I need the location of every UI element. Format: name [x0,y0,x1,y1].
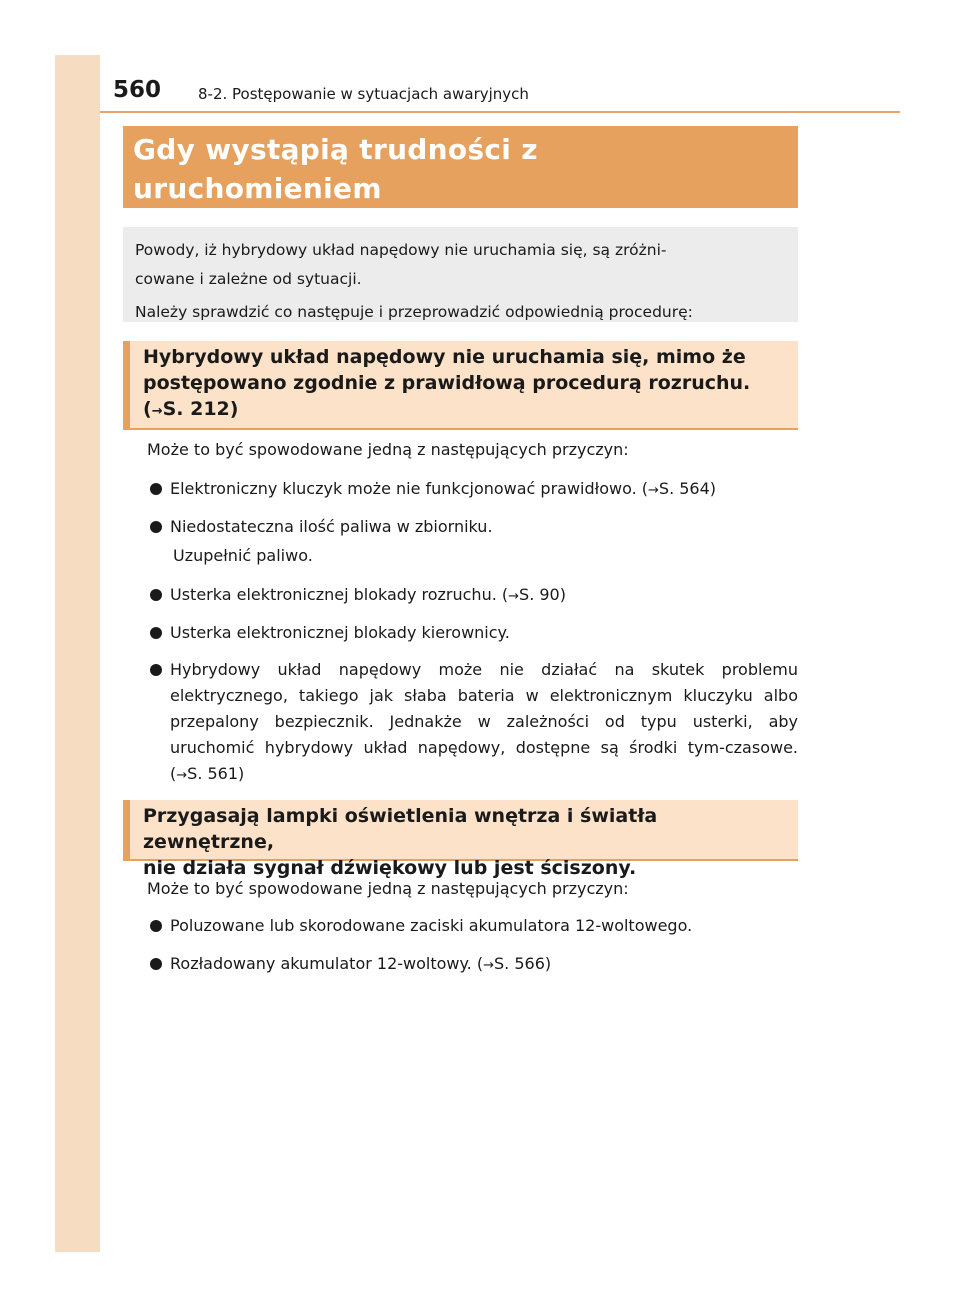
bullet-icon [150,521,162,533]
list-item-text: Rozładowany akumulator 12-woltowy. ( [170,954,484,973]
list-item-text: Niedostateczna ilość paliwa w zbiorniku. [170,517,493,536]
page-header [100,75,900,111]
list-item-text: Elektroniczny kluczyk może nie funkcjonować prawidłowo. ( [170,479,648,498]
list-item [150,476,798,504]
page-title [123,126,798,208]
intro-text-line-1b: cowane i zależne od sytuacji. [135,270,362,288]
section-2-lead: Może to być spowodowane jedną z następujących przyczyn: [147,879,629,898]
page-ref-link[interactable]: S. 564) [658,479,717,498]
list-item [150,657,798,789]
list-item [150,582,798,610]
arrow-right-icon: → [176,768,188,783]
bullet-icon [150,958,162,970]
list-item [150,620,798,646]
page-ref-link[interactable]: S. 566) [494,954,552,973]
section-2-heading-line-1: Przygasają lampki oświetlenia wnętrza i światła zewnętrzne, [143,805,658,853]
page-number: 560 [113,77,162,103]
list-item-note: Uzupełnić paliwo. [173,546,313,565]
section-2-heading-line-2: nie działa sygnał dźwiękowy lub jest ściszony. [143,857,637,879]
section-1-heading-line-2: postępowano zgodnie z prawidłową procedurą rozruchu. [143,372,751,394]
list-item [150,514,798,540]
bullet-icon [150,920,162,932]
arrow-right-icon: → [151,404,163,419]
section-1-lead: Może to być spowodowane jedną z następujących przyczyn: [147,440,629,459]
page-ref-link[interactable]: S. 90) [519,585,566,604]
list-item [150,951,798,979]
list-item-text: Usterka elektronicznej blokady rozruchu. ( [170,585,509,604]
intro-text-line-1: Powody, iż hybrydowy układ napędowy nie uruchamia się, są zróżni- [135,241,667,259]
list-item [150,913,798,939]
list-item-text: Usterka elektronicznej blokady kierownicy. [170,623,510,642]
section-1-heading-line-1: Hybrydowy układ napędowy nie uruchamia się, mimo że [143,346,746,368]
section-1-heading-paren: ( [143,398,152,420]
arrow-right-icon: → [483,958,494,973]
section-1-heading [123,341,798,430]
bullet-icon [150,589,162,601]
intro-text-line-2: Należy sprawdzić co następuje i przeprowadzić odpowiednią procedurę: [135,303,693,321]
section-label: 8-2. Postępowanie w sytuacjach awaryjnych [198,85,529,103]
arrow-right-icon: → [508,589,520,604]
header-divider [100,111,900,113]
page-ref-link[interactable]: S. 561) [187,764,245,783]
bullet-icon [150,664,162,676]
intro-box [123,227,798,322]
section-1-heading-page-ref[interactable]: S. 212) [162,398,239,420]
bullet-icon [150,627,162,639]
list-item-text: Poluzowane lub skorodowane zaciski akumulatora 12-woltowego. [170,916,693,935]
section-1-heading-line-3 [143,396,786,425]
list-item-text: Hybrydowy układ napędowy może nie działać na skutek problemu elektrycznego, takiego jak słaba bateria w elektronicznym kluczyku albo przepalony bezpiecznik. Jednakże w zależności od typu usterki, aby uruchomić hybrydowy układ napędowy, dostępne są środki tym-czasowe. ( [170,660,798,783]
side-strip [55,55,100,1252]
arrow-right-icon: → [648,483,659,498]
bullet-icon [150,483,162,495]
page-title-line-1: Gdy wystąpią trudności z uruchomieniem [133,133,538,205]
section-2-heading [123,800,798,879]
